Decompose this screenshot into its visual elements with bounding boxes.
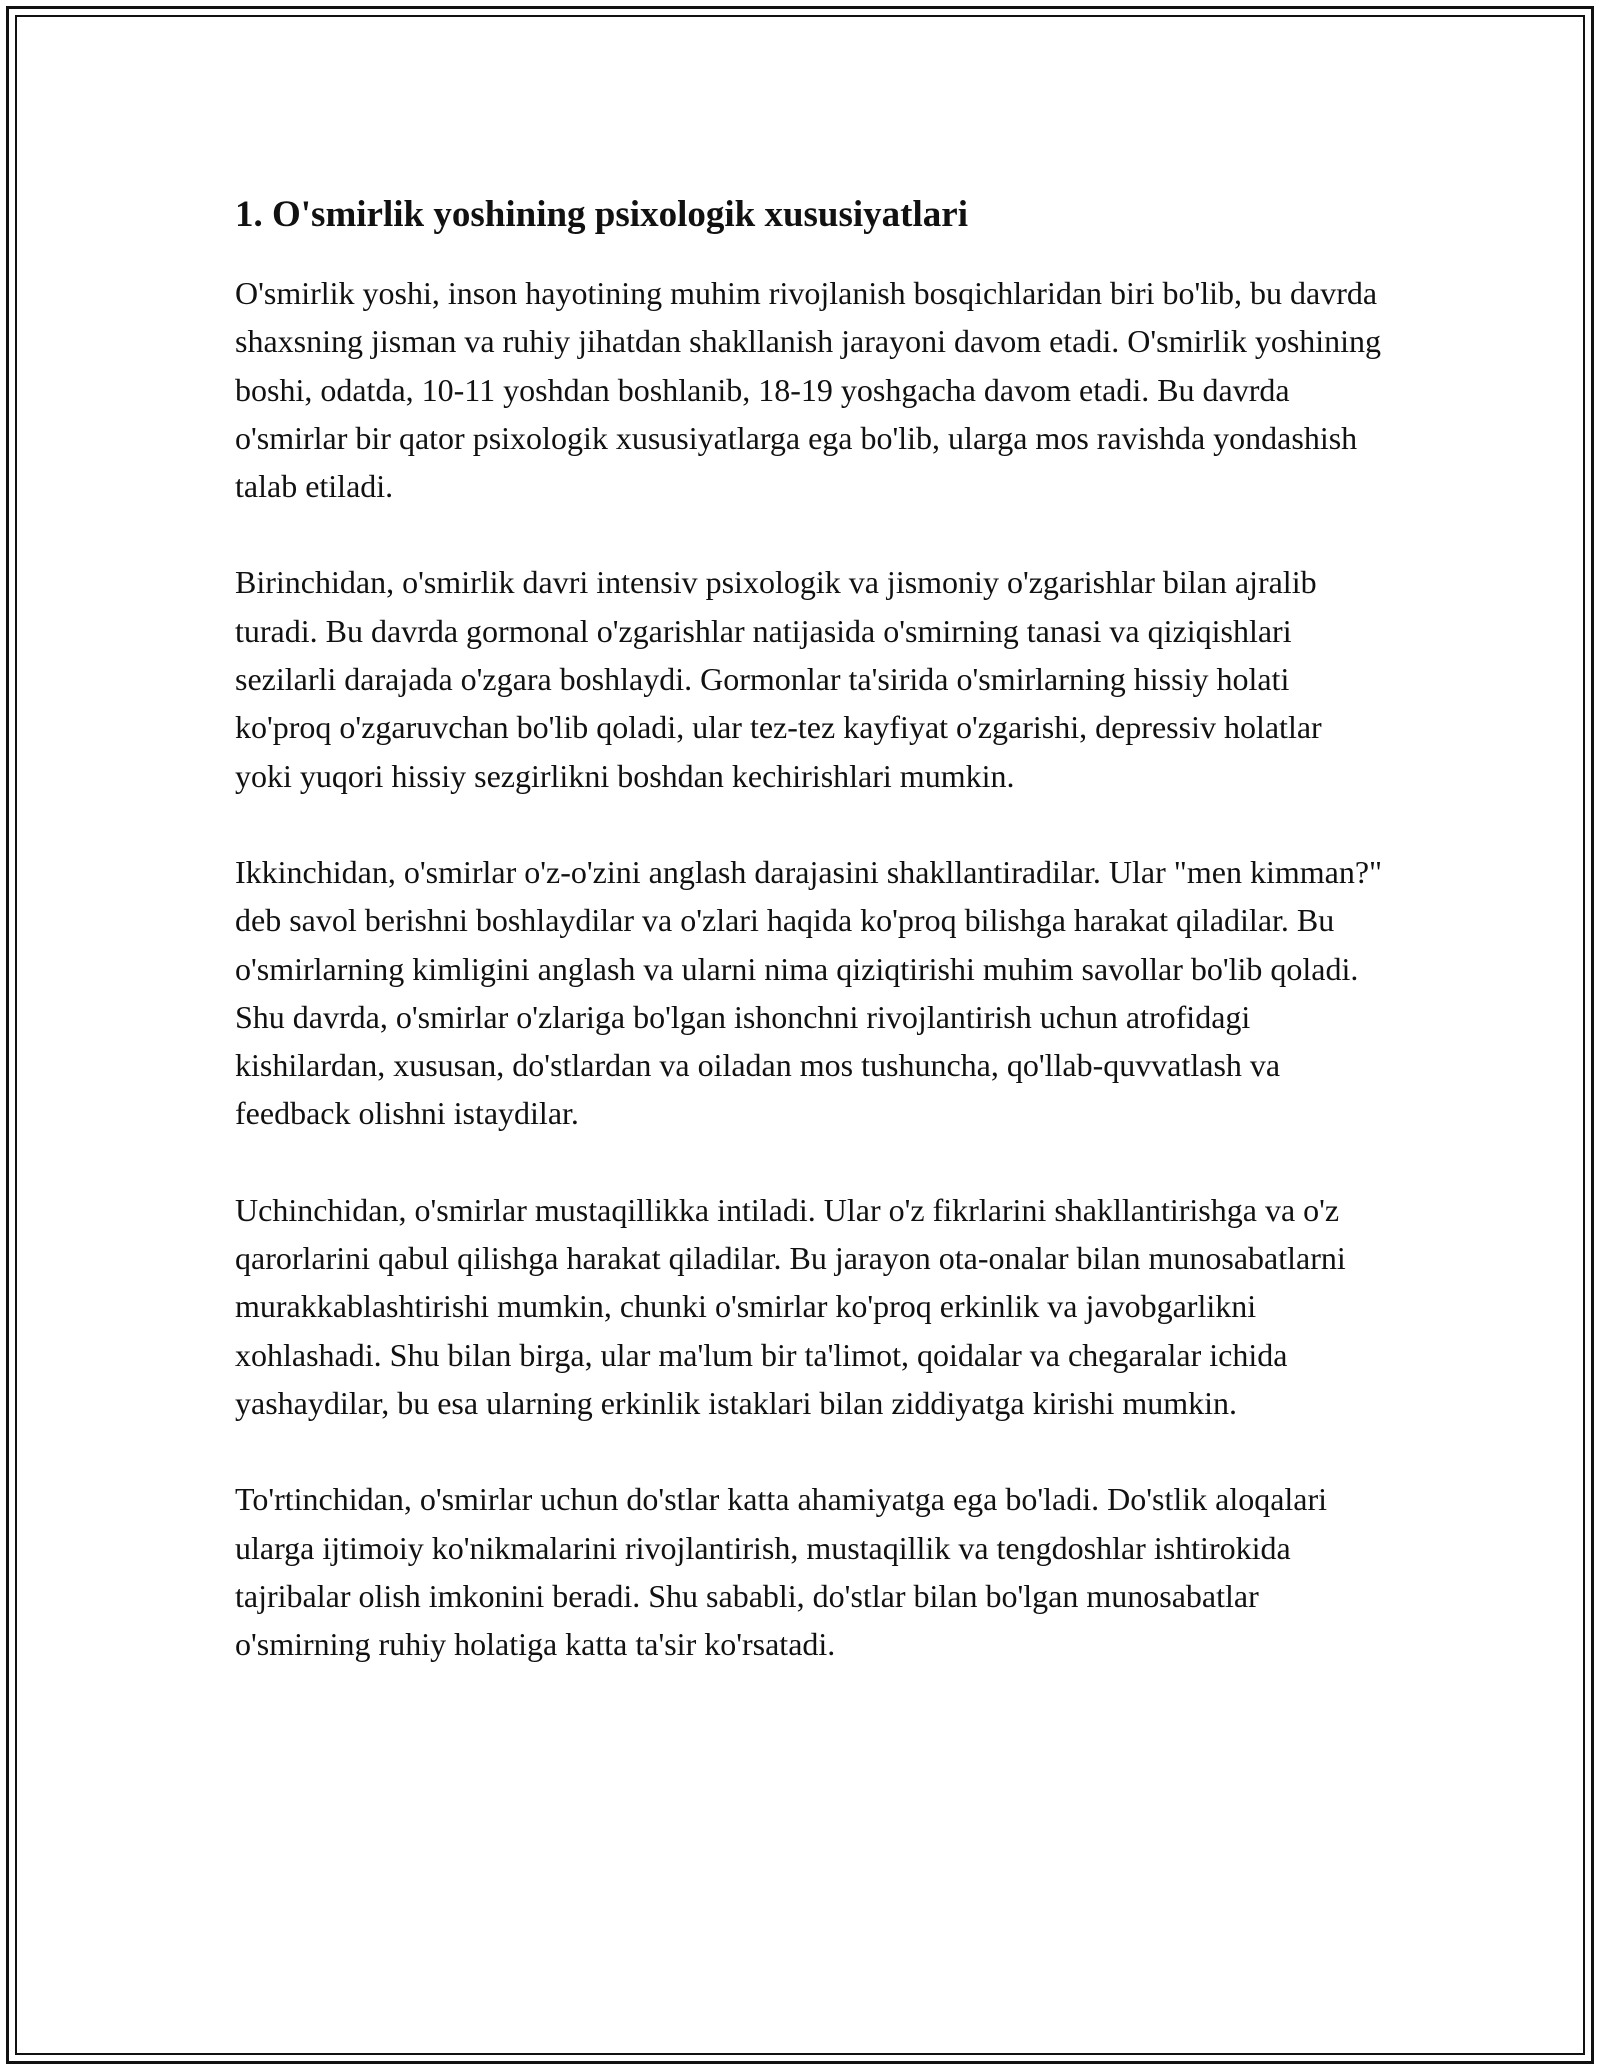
document-body [235, 185, 1385, 1716]
paragraph-second: Ikkinchidan, o'smirlar o'z-o'zini anglash darajasini shakllantiradilar. Ular "men kimman?" deb savol berishni boshlaydilar va o'zlari haqida ko'proq bilishga harakat qiladilar. Bu o'smirlarning kimligini anglash va ularni nima qiziqtirishi muhim savollar bo'lib qoladi. Shu davrda, o'smirlar o'zlariga bo'lgan ishonchni rivojlantirish uchun atrofidagi kishilardan, xususan, do'stlardan va oiladan mos tushuncha, qo'llab-quvvatlash va feedback olishni istaydilar. [235, 853, 1383, 1132]
paragraph-first: Birinchidan, o'smirlik davri intensiv psixologik va jismoniy o'zgarishlar bilan ajralib turadi. Bu davrda gormonal o'zgarishlar natijasida o'smirning tanasi va qiziqishlari sezilarli darajada o'zgara boshlaydi. Gormonlar ta'sirida o'smirlarning hissiy holati ko'proq o'zgaruvchan bo'lib qoladi, ular tez-tez kayfiyat o'zgarishi, depressiv holatlar yoki yuqori hissiy sezgirlikni boshdan kechirishlari mumkin. [235, 564, 1322, 794]
section-heading: 1. O'smirlik yoshining psixologik xususiyatlari [235, 194, 968, 235]
paragraph-intro: O'smirlik yoshi, inson hayotining muhim rivojlanish bosqichlaridan biri bo'lib, bu davrda shaxsning jisman va ruhiy jihatdan shakllanish jarayoni davom etadi. O'smirlik yoshining boshi, odatda, 10-11 yoshdan boshlanib, 18-19 yoshgacha davom etadi. Bu davrda o'smirlar bir qator psixologik xususiyatlarga ega bo'lib, ularga mos ravishda yondashish talab etiladi. [235, 275, 1382, 505]
paragraph-fourth: To'rtinchidan, o'smirlar uchun do'stlar katta ahamiyatga ega bo'ladi. Do'stlik aloqalari ularga ijtimoiy ko'nikmalarini rivojlantirish, mustaqillik va tengdoshlar ishtirokida tajribalar olish imkonini beradi. Shu sababli, do'stlar bilan bo'lgan munosabatlar o'smirning ruhiy holatiga katta ta'sir ko'rsatadi. [235, 1481, 1328, 1663]
paragraph-third: Uchinchidan, o'smirlar mustaqillikka intiladi. Ular o'z fikrlarini shakllantirishga va o'z qarorlarini qabul qilishga harakat qiladilar. Bu jarayon ota-onalar bilan munosabatlarni murakkablashtirishi mumkin, chunki o'smirlar ko'proq erkinlik va javobgarlikni xohlashadi. Shu bilan birga, ular ma'lum bir ta'limot, qoidalar va chegaralar ichida yashaydilar, bu esa ularning erkinlik istaklari bilan ziddiyatga kirishi mumkin. [235, 1191, 1346, 1421]
